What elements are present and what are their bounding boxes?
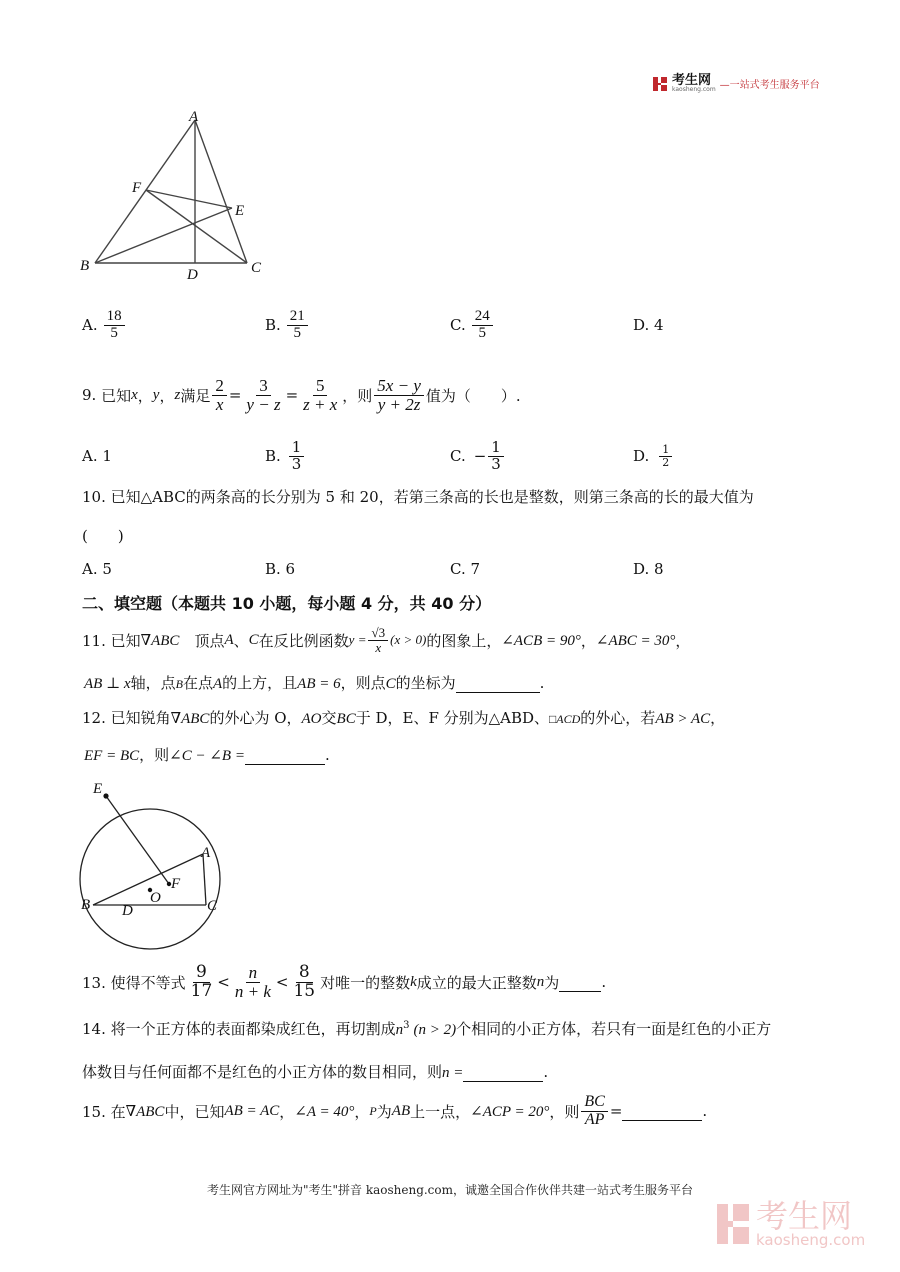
label-c: C — [207, 898, 218, 914]
segment-ac — [203, 854, 206, 905]
condition: (n > 2) — [413, 1022, 457, 1038]
q11-text: 的坐标为 — [395, 674, 456, 692]
angle-difference: ∠C − ∠B = — [169, 748, 245, 764]
fraction — [472, 309, 493, 342]
numerator: BC — [581, 1094, 607, 1112]
numerator: 8 — [296, 964, 313, 983]
denominator: y − z — [246, 394, 281, 414]
q11-text: 11. 已知 — [82, 631, 141, 650]
equation: n = — [442, 1065, 464, 1081]
q9-text: 值为（ ）. — [425, 386, 521, 405]
q15-text: 上一点， — [410, 1102, 471, 1121]
denominator: 15 — [293, 980, 316, 1001]
q9-option-c[interactable] — [450, 436, 506, 476]
comma: ， — [137, 386, 153, 405]
label-f: F — [132, 180, 142, 196]
label-e: E — [235, 203, 245, 219]
period: . — [543, 1063, 549, 1081]
numerator: 5x − y — [374, 377, 424, 396]
triangle-symbol: ∇ABC — [140, 632, 180, 649]
q10-option-a[interactable]: A. 5 — [82, 560, 112, 578]
denominator: n + k — [234, 981, 271, 1001]
point-c: C — [248, 631, 259, 648]
option-label: A. — [82, 447, 98, 465]
label-f: F — [171, 876, 181, 892]
watermark-brand: 考生网 — [756, 1197, 853, 1235]
option-label: C. — [450, 447, 466, 465]
fraction — [287, 309, 308, 342]
q13-text: 对唯一的整数 — [320, 973, 411, 992]
q11-text: 、 — [233, 631, 249, 650]
q12-line1 — [82, 707, 725, 728]
q15-text: 15. 在 — [82, 1102, 126, 1121]
angle-acp: ∠ACP = 20° — [470, 1103, 550, 1120]
period: . — [702, 1102, 708, 1120]
q11-text: ，则点 — [340, 674, 386, 692]
answer-blank-13[interactable] — [559, 973, 601, 992]
equation: AB = AC — [224, 1102, 280, 1119]
q14-line2 — [82, 1061, 548, 1082]
point-p: P — [369, 1103, 377, 1118]
q11-text: 轴，点 — [130, 674, 176, 692]
q12-text: ， — [710, 709, 726, 727]
fraction — [243, 377, 283, 414]
segment-ao: AO — [301, 711, 322, 727]
period: . — [539, 674, 545, 692]
fraction — [290, 961, 318, 1001]
q14-line1 — [82, 1018, 771, 1039]
condition: (x > 0) — [390, 632, 427, 647]
var-n: n — [395, 1022, 404, 1038]
label-e: E — [93, 781, 103, 797]
section-title: 二、填空题（本题共 10 小题，每小题 4 分，共 40 分） — [82, 594, 492, 613]
q15-text: ， — [354, 1102, 370, 1121]
answer-blank-11[interactable] — [456, 674, 540, 693]
q9-text: 已知 — [101, 386, 132, 405]
q8-option-a[interactable] — [82, 305, 127, 345]
label-o: O — [150, 890, 161, 906]
q12-line2 — [84, 744, 330, 765]
q9-option-d[interactable] — [633, 440, 674, 472]
fraction — [300, 377, 340, 414]
q13-text: 成立的最大正整数 — [416, 973, 537, 992]
label-c: C — [251, 260, 262, 276]
q10-option-b[interactable]: B. 6 — [265, 560, 296, 578]
equals: = — [609, 1102, 623, 1120]
numerator: 9 — [193, 964, 210, 983]
fraction — [374, 377, 424, 414]
q8-option-d[interactable] — [633, 316, 664, 334]
numerator: 5 — [313, 377, 328, 396]
label-a: A — [201, 845, 211, 861]
q12-text: 的外心，若 — [580, 709, 656, 727]
denominator: 5 — [478, 324, 486, 341]
label-b: B — [81, 897, 91, 913]
option-label: B. — [265, 447, 281, 465]
q8-option-b[interactable] — [265, 305, 310, 345]
option-label: D. — [633, 316, 650, 334]
header-logo — [652, 74, 820, 93]
answer-blank-15[interactable] — [622, 1102, 702, 1121]
less-than: < — [217, 973, 230, 991]
q10-line2: ( ) — [82, 527, 124, 545]
q9-text: ，则 — [342, 386, 373, 405]
perpendicular-expr: AB ⊥ x — [84, 676, 131, 692]
q10-option-c[interactable]: C. 7 — [450, 560, 481, 578]
fraction — [488, 437, 504, 473]
q14-text: 个相同的小正方体，若只有一面是红色的小正方 — [456, 1020, 772, 1038]
edge-ac — [195, 120, 247, 263]
watermark-logo-icon — [716, 1202, 750, 1246]
watermark — [716, 1197, 866, 1249]
q9-option-a[interactable] — [82, 447, 112, 465]
denominator: x — [215, 394, 224, 414]
exponent: 3 — [403, 1020, 410, 1031]
question-9 — [82, 372, 521, 418]
q11-text: 顶点 — [179, 631, 225, 650]
label-d: D — [187, 267, 198, 283]
period: . — [324, 746, 330, 764]
q12-text: 于 D，E、F 分别为△ABD、 — [355, 709, 550, 727]
denominator: x — [375, 639, 382, 655]
fraction — [104, 309, 125, 342]
q11-line2 — [84, 672, 544, 693]
q9-text: 满足 — [180, 386, 211, 405]
option-label: D. — [633, 447, 650, 465]
label-d: D — [122, 903, 133, 919]
length-ab: AB = 6 — [297, 676, 341, 692]
point-a: A — [224, 631, 234, 648]
question-15 — [82, 1088, 707, 1134]
header-brand: 考生网 — [672, 73, 712, 88]
denominator: 3 — [291, 454, 302, 473]
q14-text: 体数目与任何面都不是红色的小正方体的数目相同，则 — [82, 1063, 443, 1081]
question-13 — [82, 958, 606, 1006]
q11-line1 — [82, 618, 690, 662]
option-label: A. — [82, 316, 98, 334]
numerator: 1 — [289, 440, 305, 457]
watermark-sub: kaosheng.com — [756, 1231, 866, 1249]
q9-number: 9. — [82, 386, 97, 404]
minus-sign: − — [473, 447, 487, 465]
figure-triangle-abc — [75, 108, 275, 283]
answer-blank-12[interactable] — [245, 746, 325, 765]
numerator: 3 — [256, 377, 271, 396]
fraction — [289, 437, 305, 473]
triangle-acd: □ACD — [549, 712, 581, 726]
fraction — [368, 626, 388, 654]
triangle-symbol: ∇ABC — [125, 1103, 165, 1120]
point-a: A — [212, 676, 223, 692]
q11-text: 的图象上， — [426, 631, 502, 650]
triangle-symbol: ∇ABC — [170, 711, 210, 727]
denominator: 3 — [491, 454, 501, 473]
q11-text: ， — [580, 631, 596, 650]
var-n: n — [536, 973, 545, 990]
option-value: 1 — [102, 447, 112, 465]
var-z: z — [174, 386, 181, 403]
q8-option-c[interactable] — [450, 305, 495, 345]
equation: EF = BC — [84, 748, 140, 764]
numerator: 21 — [287, 309, 308, 326]
q11-text: ， — [675, 631, 691, 650]
q14-text: 14. 将一个正方体的表面都染成红色，再切割成 — [82, 1020, 396, 1038]
q12-text: 交 — [321, 709, 337, 727]
less-than: < — [275, 973, 289, 991]
equals: = — [285, 386, 299, 404]
answer-blank-14[interactable] — [463, 1063, 543, 1082]
q15-text: 为 — [376, 1102, 392, 1121]
denominator: 5 — [293, 324, 302, 341]
q13-text: 为 — [544, 973, 560, 992]
footer-text: 考生网官方网址为"考生"拼音 kaosheng.com，诚邀全国合作伙伴共建一站式考生服务平台 — [206, 1183, 694, 1197]
label-a: A — [189, 109, 199, 125]
denominator: z + x — [303, 394, 338, 414]
header-slogan: —一站式考生服务平台 — [719, 80, 820, 91]
q13-text: 13. 使得不等式 — [82, 973, 186, 992]
numerator: 1 — [659, 444, 672, 457]
segment-ab — [93, 854, 203, 905]
q15-text: ， — [279, 1102, 295, 1121]
q12-text: 的外心为 O， — [209, 709, 302, 727]
fraction — [212, 377, 227, 414]
q10-option-d[interactable]: D. 8 — [633, 560, 664, 578]
q11-text: 在点 — [182, 674, 213, 692]
numerator: 1 — [488, 440, 504, 457]
point-b: B — [175, 677, 183, 691]
q12-text: 12. 已知锐角 — [82, 709, 171, 727]
var-k: k — [410, 973, 417, 990]
denominator: 2 — [662, 455, 670, 469]
fraction — [188, 961, 216, 1001]
point-e-dot — [103, 793, 108, 798]
kaosheng-logo-icon — [652, 76, 668, 92]
numerator: 24 — [472, 309, 493, 326]
q12-text: ，则 — [139, 746, 170, 764]
segment-ab: AB — [391, 1102, 411, 1119]
option-value: 4 — [654, 316, 664, 334]
option-label: C. — [450, 316, 466, 334]
q9-option-b[interactable] — [265, 436, 306, 476]
segment-bc: BC — [336, 711, 356, 727]
comma: ， — [159, 386, 175, 405]
point-c: C — [385, 676, 396, 692]
label-b: B — [80, 258, 90, 274]
angle-abc: ∠ABC = 30° — [595, 632, 676, 649]
equals: = — [228, 386, 242, 404]
q15-text: ，则 — [549, 1102, 580, 1121]
var-x: x — [131, 386, 138, 403]
q11-text: 在反比例函数 — [258, 631, 349, 650]
fraction — [232, 964, 274, 1001]
edge-ab — [95, 120, 195, 263]
header-brand-sub: kaosheng.com — [672, 86, 716, 93]
denominator: 5 — [110, 324, 118, 341]
var-y: y — [152, 386, 160, 403]
numerator: n — [246, 964, 261, 983]
fraction — [581, 1094, 607, 1129]
numerator: √3 — [368, 626, 388, 641]
figure-circumcircle — [75, 775, 235, 955]
q10-line1: 10. 已知△ABC的两条高的长分别为 5 和 20，若第三条高的长也是整数，则第三条高的长的最大值为 — [82, 488, 754, 506]
angle-acb: ∠ACB = 90° — [501, 632, 581, 649]
segment-be — [95, 208, 232, 263]
numerator: 2 — [212, 377, 227, 396]
angle-a: ∠A = 40° — [294, 1103, 355, 1120]
period: . — [601, 973, 607, 991]
denominator: y + 2z — [377, 394, 421, 414]
numerator: 18 — [104, 309, 125, 326]
function-y: y = — [348, 632, 367, 647]
option-label: B. — [265, 316, 281, 334]
q11-text: 的上方，且 — [222, 674, 298, 692]
q15-text: 中，已知 — [164, 1102, 225, 1121]
inequality: AB > AC — [655, 711, 711, 727]
fraction — [659, 444, 672, 468]
denominator: 17 — [190, 980, 213, 1001]
denominator: AP — [584, 1110, 605, 1128]
